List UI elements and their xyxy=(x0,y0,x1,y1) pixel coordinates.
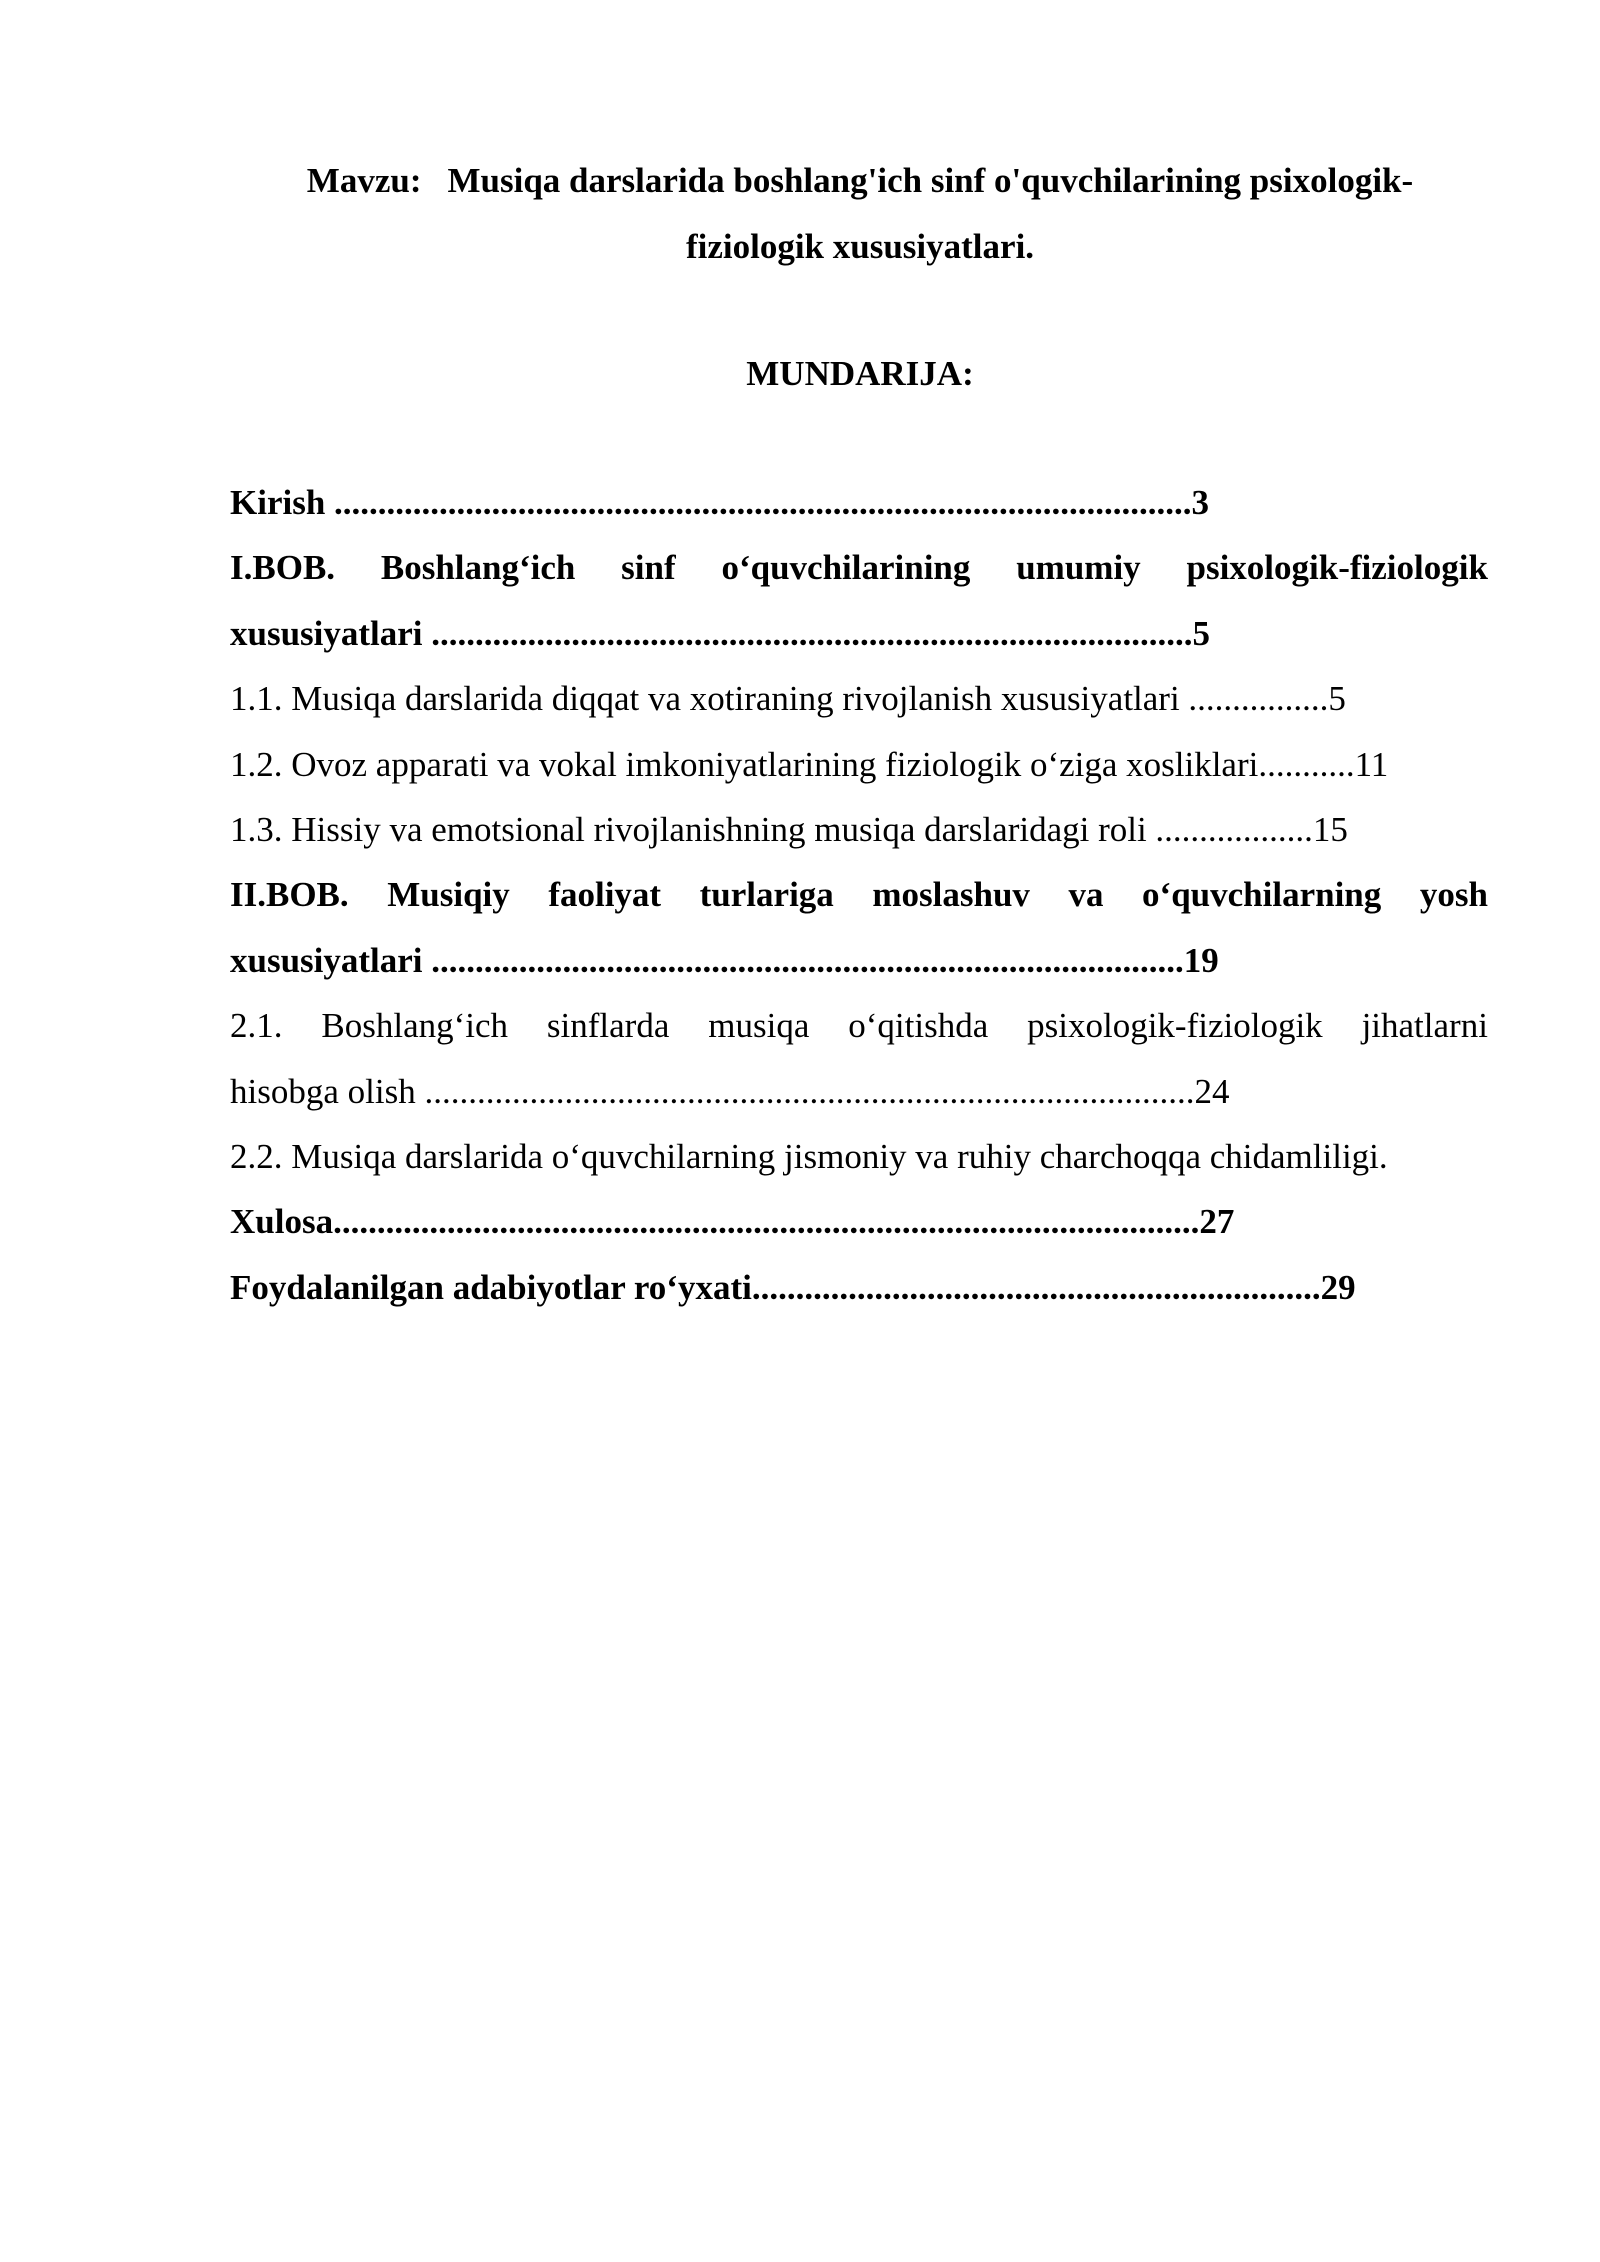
contents-heading: MUNDARIJA: xyxy=(746,354,974,393)
toc-entry-1-1: 1.1. Musiqa darslarida diqqat va xotiraning rivojlanish xususiyatlari ................5 xyxy=(230,679,1346,719)
toc-word: I.BOB. xyxy=(230,548,336,588)
toc-entry-bob1-line2: xususiyatlari .......................................................................................5 xyxy=(230,613,1211,653)
toc-entry-xulosa: Xulosa...................................................................................................27 xyxy=(230,1202,1235,1242)
toc-word: turlariga xyxy=(699,875,834,915)
toc-entry-bob2-line2: xususiyatlari ......................................................................................19 xyxy=(230,940,1219,980)
toc-entry-2-1-line1 xyxy=(230,993,1488,1058)
toc-entry-kirish: Kirish ..................................................................................................3 xyxy=(230,483,1210,522)
toc-word: sinflarda xyxy=(546,1006,670,1046)
toc-word: jihatlarni xyxy=(1361,1006,1488,1046)
toc-word: psixologik-fiziologik xyxy=(1027,1006,1323,1046)
table-of-contents xyxy=(230,470,1488,1320)
toc-word: o‘quvchilarning xyxy=(1142,875,1382,915)
title-line-1 xyxy=(230,148,1490,214)
toc-word: psixologik-fiziologik xyxy=(1186,548,1488,588)
document-title xyxy=(230,148,1490,280)
toc-word: va xyxy=(1068,875,1104,915)
toc-entry-2-2: 2.2. Musiqa darslarida o‘quvchilarning jismoniy va ruhiy charchoqqa chidamliligi. xyxy=(230,1136,1388,1176)
toc-word: Boshlang‘ich xyxy=(380,548,576,588)
title-text-1: Musiqa darslarida boshlang'ich sinf o'quvchilarining psixologik- xyxy=(447,161,1414,200)
toc-word: sinf xyxy=(621,548,676,588)
toc-entry-bob1-line1 xyxy=(230,535,1488,600)
toc-word: o‘qitishda xyxy=(848,1006,989,1046)
toc-word: musiqa xyxy=(708,1006,810,1046)
toc-word: o‘quvchilarining xyxy=(721,548,971,588)
toc-word: 2.1. xyxy=(230,1006,283,1046)
toc-entry-bob2-line1 xyxy=(230,862,1488,927)
toc-entry-2-1-line2: hisobga olish ........................................................................................24 xyxy=(230,1071,1230,1111)
toc-word: II.BOB. xyxy=(230,875,349,915)
toc-word: moslashuv xyxy=(872,875,1030,915)
toc-word: Boshlang‘ich xyxy=(321,1006,509,1046)
toc-word: faoliyat xyxy=(548,875,662,915)
toc-entry-1-2: 1.2. Ovoz apparati va vokal imkoniyatlarining fiziologik o‘ziga xosliklari...........11 xyxy=(230,744,1389,784)
toc-word: umumiy xyxy=(1016,548,1141,588)
title-prefix: Mavzu: xyxy=(306,161,422,200)
toc-word: Musiqiy xyxy=(387,875,510,915)
toc-entry-1-3: 1.3. Hissiy va emotsional rivojlanishning musiqa darslaridagi roli ..................15 xyxy=(230,809,1348,849)
title-line-2: fiziologik xususiyatlari. xyxy=(685,227,1035,266)
toc-entry-adabiyotlar: Foydalanilgan adabiyotlar ro‘yxati.................................................................29 xyxy=(230,1267,1356,1307)
toc-word: yosh xyxy=(1419,875,1488,915)
